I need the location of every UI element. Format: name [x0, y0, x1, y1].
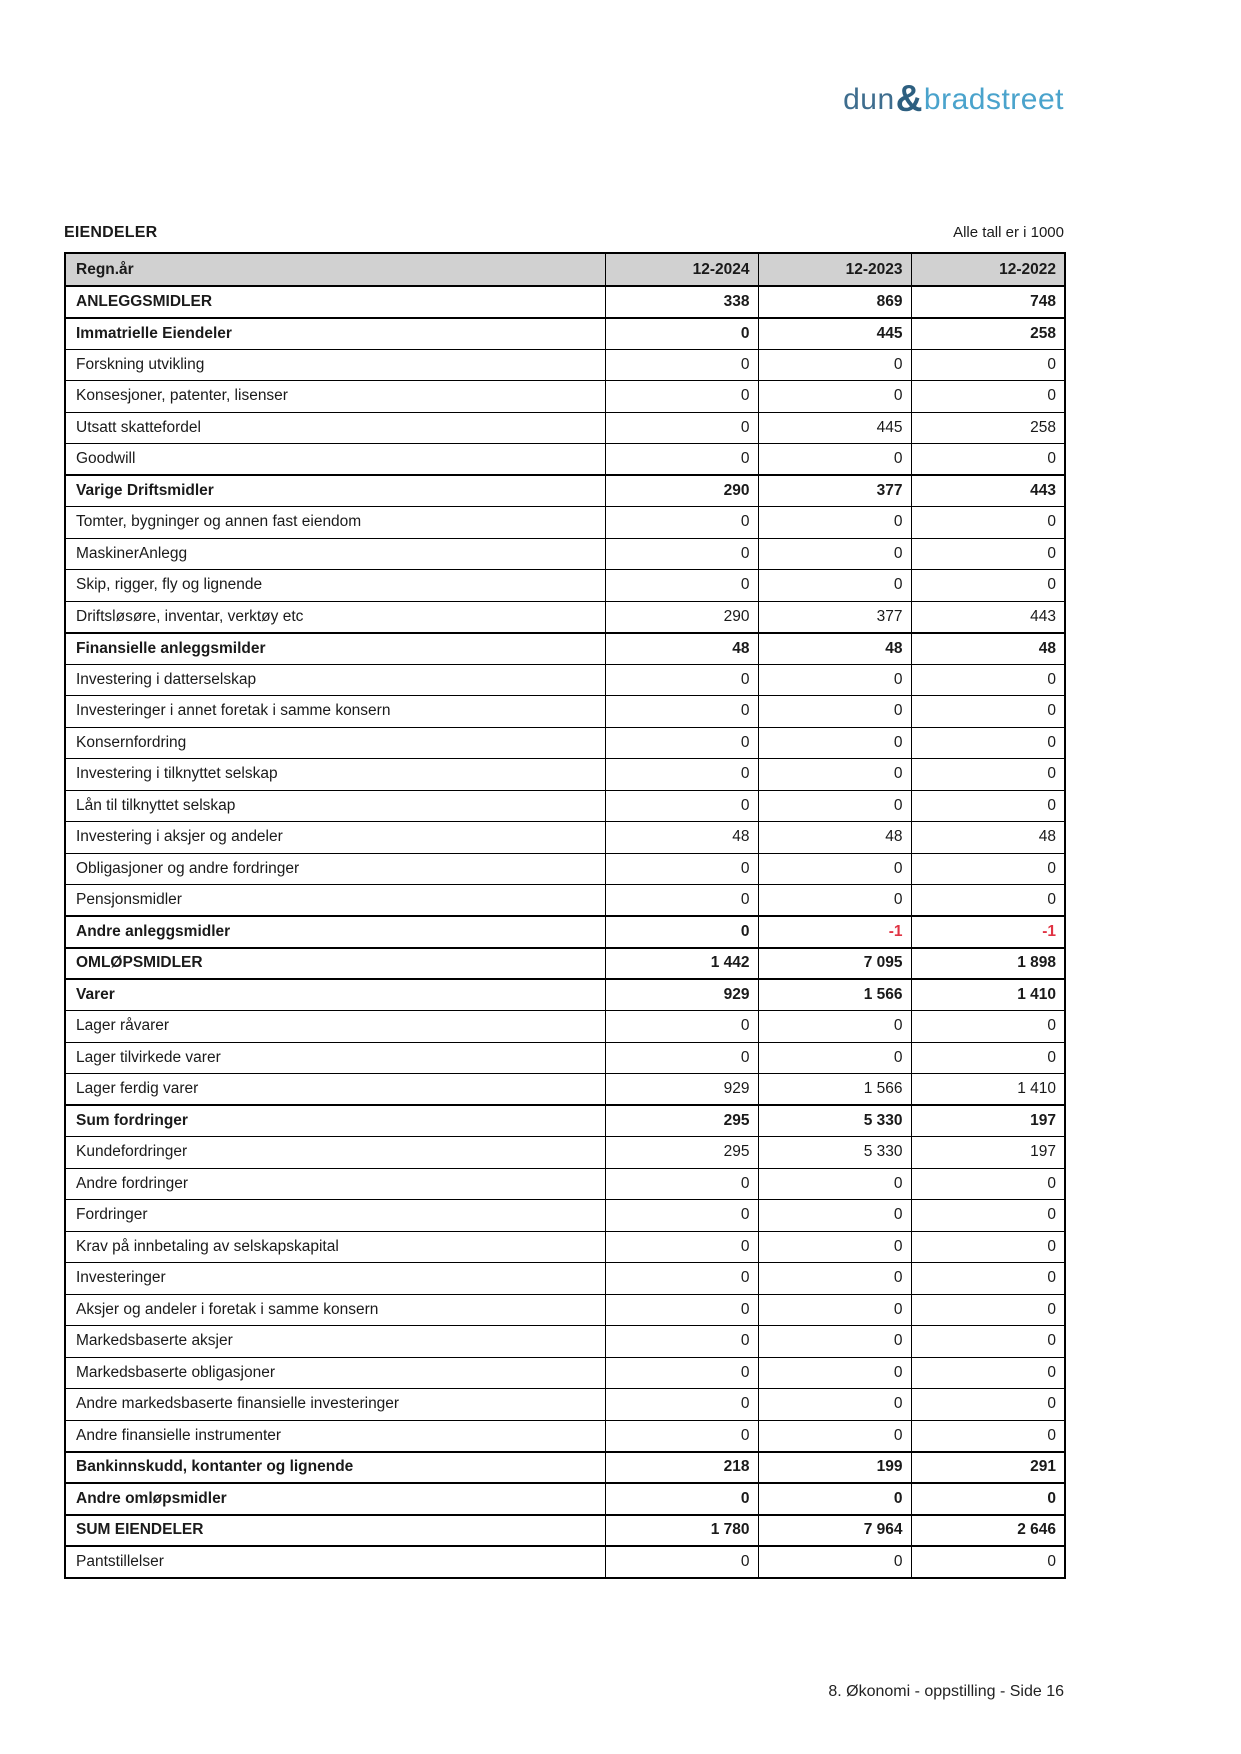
- row-value: 0: [911, 1546, 1065, 1578]
- row-value: 0: [911, 1200, 1065, 1232]
- row-value: 7 964: [758, 1515, 911, 1547]
- row-label: OMLØPSMIDLER: [65, 948, 605, 980]
- row-value: 1 898: [911, 948, 1065, 980]
- row-value: 0: [758, 1420, 911, 1452]
- row-value: 0: [605, 885, 758, 917]
- column-header-12-2023: 12-2023: [758, 253, 911, 286]
- row-label: Investering i tilknyttet selskap: [65, 759, 605, 791]
- row-value: 0: [758, 1042, 911, 1074]
- row-value: 0: [758, 759, 911, 791]
- row-label: Forskning utvikling: [65, 349, 605, 381]
- row-label: Varige Driftsmidler: [65, 475, 605, 507]
- row-value: 0: [605, 444, 758, 476]
- row-label: Finansielle anleggsmilder: [65, 633, 605, 665]
- page-title: EIENDELER: [64, 224, 158, 241]
- row-value: 0: [758, 507, 911, 539]
- table-row: [65, 412, 1065, 444]
- row-value: 0: [758, 853, 911, 885]
- row-value: 1 410: [911, 1074, 1065, 1106]
- table-row: [65, 1389, 1065, 1421]
- row-value: -1: [758, 916, 911, 948]
- row-value: 0: [758, 664, 911, 696]
- row-value: 0: [911, 381, 1065, 413]
- row-value: 0: [605, 1263, 758, 1295]
- row-value: 1 442: [605, 948, 758, 980]
- balance-sheet-table-wrap: [64, 252, 1064, 1579]
- row-value: 0: [758, 1326, 911, 1358]
- logo-dun-text: dun: [843, 83, 895, 116]
- row-value: 0: [911, 1231, 1065, 1263]
- row-value: 0: [605, 790, 758, 822]
- table-row: [65, 475, 1065, 507]
- row-value: 0: [758, 885, 911, 917]
- row-value: 0: [605, 853, 758, 885]
- row-value: 0: [758, 1168, 911, 1200]
- row-value: 0: [911, 885, 1065, 917]
- row-value: 0: [605, 696, 758, 728]
- row-value: 290: [605, 475, 758, 507]
- table-row: [65, 1515, 1065, 1547]
- row-label: Investering i datterselskap: [65, 664, 605, 696]
- table-row: [65, 1294, 1065, 1326]
- table-row: [65, 318, 1065, 350]
- title-row: [64, 224, 1064, 242]
- row-value: 0: [911, 1326, 1065, 1358]
- table-row: [65, 507, 1065, 539]
- row-label: Pensjonsmidler: [65, 885, 605, 917]
- row-value: 0: [758, 349, 911, 381]
- table-row: [65, 1011, 1065, 1043]
- row-value: 0: [911, 1168, 1065, 1200]
- row-value: 197: [911, 1137, 1065, 1169]
- row-value: 748: [911, 286, 1065, 318]
- row-value: 1 566: [758, 979, 911, 1011]
- row-value: 0: [911, 1357, 1065, 1389]
- table-row: [65, 1357, 1065, 1389]
- table-row: [65, 696, 1065, 728]
- table-row: [65, 1546, 1065, 1578]
- row-value: 0: [605, 916, 758, 948]
- table-row: [65, 1168, 1065, 1200]
- table-row: [65, 349, 1065, 381]
- row-value: 445: [758, 318, 911, 350]
- row-value: 258: [911, 412, 1065, 444]
- row-label: Investeringer i annet foretak i samme konsern: [65, 696, 605, 728]
- row-value: 0: [758, 1389, 911, 1421]
- row-value: 5 330: [758, 1137, 911, 1169]
- table-row: [65, 381, 1065, 413]
- row-label: Sum fordringer: [65, 1105, 605, 1137]
- row-value: 0: [758, 1294, 911, 1326]
- row-value: 0: [605, 1011, 758, 1043]
- table-row: [65, 790, 1065, 822]
- row-label: ANLEGGSMIDLER: [65, 286, 605, 318]
- row-value: 0: [911, 759, 1065, 791]
- table-row: [65, 822, 1065, 854]
- row-label: Andre omløpsmidler: [65, 1483, 605, 1515]
- row-label: Lager råvarer: [65, 1011, 605, 1043]
- row-value: 445: [758, 412, 911, 444]
- row-value: 0: [605, 1483, 758, 1515]
- row-label: Konsesjoner, patenter, lisenser: [65, 381, 605, 413]
- row-value: 48: [758, 822, 911, 854]
- row-value: 0: [911, 696, 1065, 728]
- row-value: 1 780: [605, 1515, 758, 1547]
- row-label: MaskinerAnlegg: [65, 538, 605, 570]
- row-label: Investeringer: [65, 1263, 605, 1295]
- table-row: [65, 1231, 1065, 1263]
- row-value: 0: [605, 412, 758, 444]
- row-value: 0: [605, 1231, 758, 1263]
- row-value: 0: [758, 538, 911, 570]
- table-row: [65, 1074, 1065, 1106]
- row-value: 0: [605, 727, 758, 759]
- row-label: Obligasjoner og andre fordringer: [65, 853, 605, 885]
- row-label: Driftsløsøre, inventar, verktøy etc: [65, 601, 605, 633]
- table-row: [65, 1042, 1065, 1074]
- table-row: [65, 1200, 1065, 1232]
- row-value: 48: [605, 822, 758, 854]
- row-value: 0: [758, 570, 911, 602]
- row-label: Bankinnskudd, kontanter og lignende: [65, 1452, 605, 1484]
- row-value: 0: [911, 1389, 1065, 1421]
- row-value: 0: [605, 1389, 758, 1421]
- row-value: 218: [605, 1452, 758, 1484]
- row-value: 0: [911, 1420, 1065, 1452]
- row-value: 0: [758, 790, 911, 822]
- row-value: 0: [758, 696, 911, 728]
- table-row: [65, 1326, 1065, 1358]
- row-value: 0: [605, 759, 758, 791]
- row-value: 0: [758, 1011, 911, 1043]
- table-row: [65, 1105, 1065, 1137]
- table-row: [65, 948, 1065, 980]
- row-value: 869: [758, 286, 911, 318]
- row-value: 0: [911, 444, 1065, 476]
- row-value: 0: [605, 318, 758, 350]
- balance-sheet-table: [64, 252, 1066, 1579]
- row-label: Andre fordringer: [65, 1168, 605, 1200]
- row-value: -1: [911, 916, 1065, 948]
- row-value: 0: [605, 570, 758, 602]
- table-row: [65, 444, 1065, 476]
- row-value: 0: [605, 381, 758, 413]
- row-value: 7 095: [758, 948, 911, 980]
- row-value: 1 410: [911, 979, 1065, 1011]
- table-row: [65, 979, 1065, 1011]
- row-value: 929: [605, 979, 758, 1011]
- row-value: 443: [911, 601, 1065, 633]
- table-row: [65, 1137, 1065, 1169]
- row-label: Andre markedsbaserte finansielle investeringer: [65, 1389, 605, 1421]
- row-label: Markedsbaserte obligasjoner: [65, 1357, 605, 1389]
- row-value: 0: [758, 444, 911, 476]
- row-label: Aksjer og andeler i foretak i samme konsern: [65, 1294, 605, 1326]
- row-value: 0: [605, 1326, 758, 1358]
- row-value: 0: [911, 1011, 1065, 1043]
- row-label: Tomter, bygninger og annen fast eiendom: [65, 507, 605, 539]
- row-value: 0: [911, 664, 1065, 696]
- row-value: 0: [911, 853, 1065, 885]
- row-value: 0: [605, 538, 758, 570]
- row-value: 443: [911, 475, 1065, 507]
- row-value: 48: [911, 822, 1065, 854]
- row-value: 0: [605, 349, 758, 381]
- table-row: [65, 633, 1065, 665]
- row-value: 0: [911, 1042, 1065, 1074]
- table-row: [65, 759, 1065, 791]
- row-value: 0: [758, 1200, 911, 1232]
- table-row: [65, 727, 1065, 759]
- row-value: 290: [605, 601, 758, 633]
- row-label: Fordringer: [65, 1200, 605, 1232]
- row-value: 1 566: [758, 1074, 911, 1106]
- column-header-12-2024: 12-2024: [605, 253, 758, 286]
- row-value: 258: [911, 318, 1065, 350]
- column-header-regnar: Regn.år: [65, 253, 605, 286]
- row-label: Varer: [65, 979, 605, 1011]
- row-value: 0: [605, 1294, 758, 1326]
- row-value: 0: [605, 1042, 758, 1074]
- row-value: 0: [605, 1546, 758, 1578]
- row-label: Andre finansielle instrumenter: [65, 1420, 605, 1452]
- table-row: [65, 1420, 1065, 1452]
- row-value: 0: [911, 538, 1065, 570]
- units-note: Alle tall er i 1000: [953, 224, 1064, 241]
- row-value: 929: [605, 1074, 758, 1106]
- row-value: 0: [911, 727, 1065, 759]
- table-row: [65, 601, 1065, 633]
- row-value: 0: [758, 1546, 911, 1578]
- table-row: [65, 286, 1065, 318]
- row-value: 0: [911, 1294, 1065, 1326]
- row-value: 0: [605, 1200, 758, 1232]
- row-value: 0: [911, 1483, 1065, 1515]
- row-value: 2 646: [911, 1515, 1065, 1547]
- table-row: [65, 1483, 1065, 1515]
- table-row: [65, 1263, 1065, 1295]
- row-value: 0: [605, 1168, 758, 1200]
- row-value: 377: [758, 601, 911, 633]
- row-value: 199: [758, 1452, 911, 1484]
- row-label: Konsernfordring: [65, 727, 605, 759]
- row-label: Krav på innbetaling av selskapskapital: [65, 1231, 605, 1263]
- row-value: 377: [758, 475, 911, 507]
- row-value: 295: [605, 1105, 758, 1137]
- row-label: Lager ferdig varer: [65, 1074, 605, 1106]
- row-value: 0: [911, 790, 1065, 822]
- row-value: 0: [605, 1420, 758, 1452]
- row-label: Markedsbaserte aksjer: [65, 1326, 605, 1358]
- dun-bradstreet-logo: [843, 78, 1064, 119]
- row-value: 197: [911, 1105, 1065, 1137]
- row-label: Utsatt skattefordel: [65, 412, 605, 444]
- row-value: 0: [758, 381, 911, 413]
- row-label: Immatrielle Eiendeler: [65, 318, 605, 350]
- row-value: 295: [605, 1137, 758, 1169]
- row-value: 291: [911, 1452, 1065, 1484]
- row-value: 0: [911, 570, 1065, 602]
- row-label: Goodwill: [65, 444, 605, 476]
- row-label: Investering i aksjer og andeler: [65, 822, 605, 854]
- table-row: [65, 570, 1065, 602]
- table-row: [65, 853, 1065, 885]
- table-header-row: [65, 253, 1065, 286]
- row-label: Skip, rigger, fly og lignende: [65, 570, 605, 602]
- table-row: [65, 885, 1065, 917]
- column-header-12-2022: 12-2022: [911, 253, 1065, 286]
- row-label: Pantstillelser: [65, 1546, 605, 1578]
- logo-bradstreet-text: bradstreet: [923, 83, 1064, 116]
- row-value: 0: [758, 1231, 911, 1263]
- row-value: 48: [758, 633, 911, 665]
- row-value: 0: [758, 1357, 911, 1389]
- row-value: 0: [758, 1263, 911, 1295]
- row-value: 0: [911, 507, 1065, 539]
- table-row: [65, 916, 1065, 948]
- row-label: Kundefordringer: [65, 1137, 605, 1169]
- row-value: 0: [911, 349, 1065, 381]
- table-row: [65, 538, 1065, 570]
- row-value: 5 330: [758, 1105, 911, 1137]
- row-value: 0: [605, 507, 758, 539]
- row-label: Lager tilvirkede varer: [65, 1042, 605, 1074]
- row-value: 0: [911, 1263, 1065, 1295]
- row-value: 0: [605, 1357, 758, 1389]
- logo-ampersand-icon: &: [895, 78, 923, 119]
- row-value: 48: [605, 633, 758, 665]
- table-row: [65, 664, 1065, 696]
- row-value: 0: [758, 1483, 911, 1515]
- row-label: SUM EIENDELER: [65, 1515, 605, 1547]
- row-value: 48: [911, 633, 1065, 665]
- row-label: Lån til tilknyttet selskap: [65, 790, 605, 822]
- page-footer: 8. Økonomi - oppstilling - Side 16: [828, 1683, 1064, 1700]
- row-value: 0: [605, 664, 758, 696]
- row-value: 0: [758, 727, 911, 759]
- row-label: Andre anleggsmidler: [65, 916, 605, 948]
- table-row: [65, 1452, 1065, 1484]
- row-value: 338: [605, 286, 758, 318]
